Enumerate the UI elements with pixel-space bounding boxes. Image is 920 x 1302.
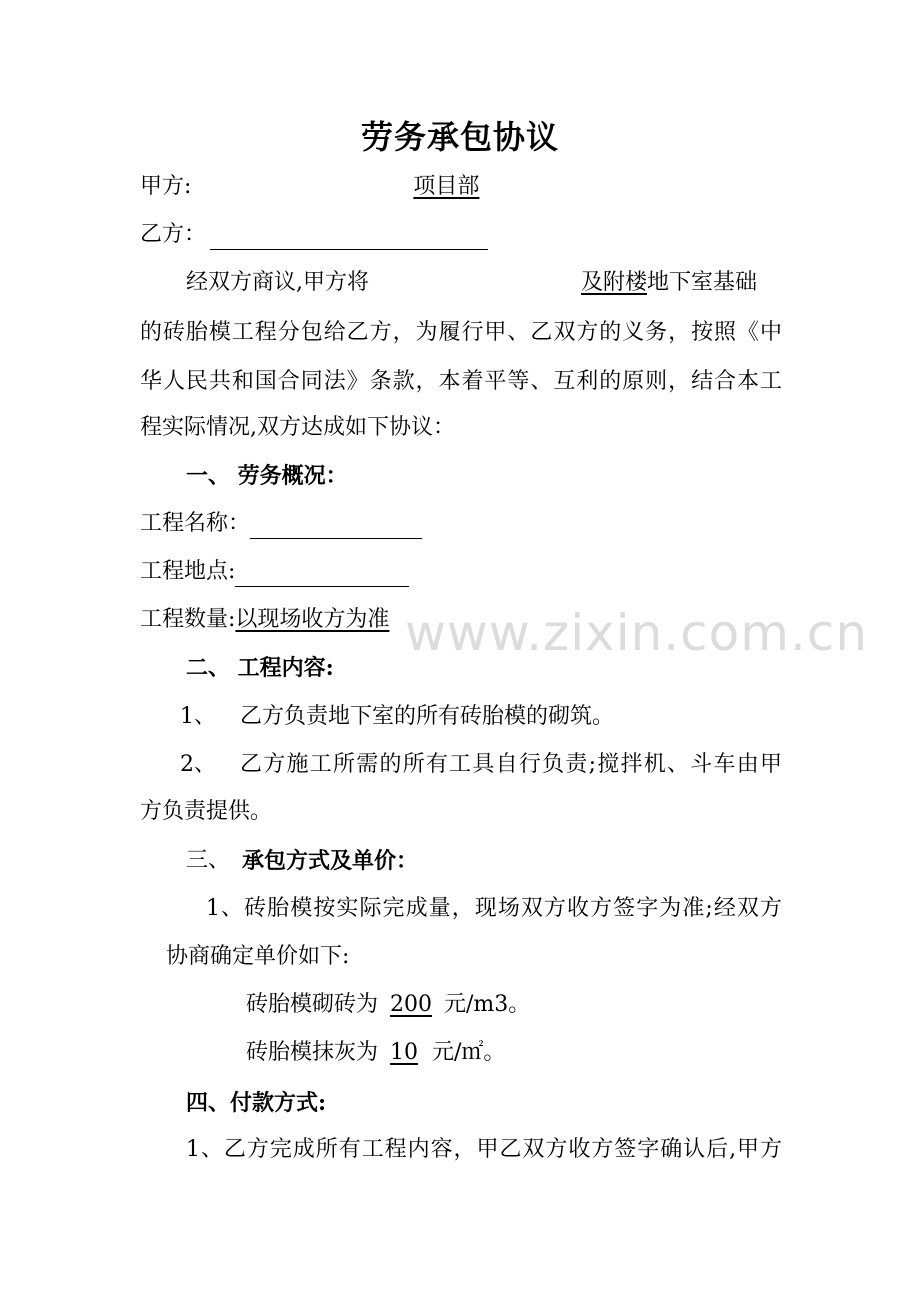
price-plaster-value: 10 bbox=[390, 1040, 419, 1065]
project-name-label: 工程名称： bbox=[140, 511, 251, 536]
price-plaster-label: 砖胎模抹灰为 bbox=[246, 1040, 379, 1065]
intro-line-1 bbox=[186, 268, 757, 298]
section-2-item-1-number: 1、 bbox=[180, 704, 216, 729]
price-brick-value: 200 bbox=[390, 992, 433, 1017]
party-b-label: 乙方： bbox=[140, 222, 207, 247]
project-location-blank bbox=[235, 562, 409, 587]
section-4-heading: 四、付款方式: bbox=[186, 1090, 327, 1116]
section-4-item-1-line-1: 1、乙方完成所有工程内容，甲乙双方收方签字确认后,甲方 bbox=[186, 1137, 782, 1162]
party-b-blank bbox=[210, 225, 488, 250]
intro-text-a: 经双方商议,甲方将 bbox=[186, 270, 369, 295]
watermark: www.zixin.com.cn bbox=[405, 604, 869, 662]
section-2-item-2-number: 2、 bbox=[180, 752, 216, 777]
project-quantity-label: 工程数量: bbox=[140, 607, 236, 632]
intro-line-2: 的砖胎模工程分包给乙方，为履行甲、乙双方的义务，按照《中 bbox=[140, 320, 782, 345]
price-brick-label: 砖胎模砌砖为 bbox=[246, 992, 379, 1017]
party-a-label: 甲方: bbox=[140, 174, 192, 199]
section-3-heading-number: 三、 bbox=[186, 848, 231, 873]
intro-line-3: 华人民共和国合同法》条款，本着平等、互利的原则，结合本工 bbox=[140, 369, 782, 394]
price-brick-unit: 元/m3。 bbox=[444, 992, 531, 1017]
price-plaster-unit: 元/㎡。 bbox=[432, 1040, 506, 1065]
intro-text-c: 地下室基础 bbox=[647, 270, 758, 295]
project-name-line bbox=[140, 509, 422, 539]
section-2-item-1: 乙方负责地下室的所有砖胎模的砌筑。 bbox=[240, 704, 615, 729]
project-quantity-line bbox=[140, 605, 401, 635]
price-brick-line bbox=[246, 990, 530, 1020]
project-location-label: 工程地点: bbox=[140, 559, 236, 584]
document-title: 劳务承包协议 bbox=[360, 118, 559, 156]
intro-line-4: 程实际情况,双方达成如下协议： bbox=[140, 415, 455, 440]
intro-underlined-project: 及附楼 bbox=[581, 270, 648, 295]
section-2-item-2-line-2: 方负责提供。 bbox=[140, 799, 273, 824]
project-quantity-value: 以现场收方为准 bbox=[235, 607, 390, 632]
party-b-line bbox=[140, 220, 488, 250]
project-location-line bbox=[140, 557, 409, 587]
party-a-line bbox=[140, 172, 487, 202]
section-3-item-1-line-1: 1、砖胎模按实际完成量，现场双方收方签字为准;经双方 bbox=[206, 896, 782, 921]
price-plaster-line bbox=[246, 1038, 505, 1068]
section-3-item-1-line-2: 协商确定单价如下: bbox=[166, 944, 350, 969]
section-2-item-2-line-1: 乙方施工所需的所有工具自行负责;搅拌机、斗车由甲 bbox=[240, 752, 782, 777]
project-name-blank bbox=[250, 514, 422, 539]
party-a-value: 项目部 bbox=[413, 174, 480, 199]
section-3-heading: 承包方式及单价： bbox=[242, 848, 419, 874]
section-2-heading: 二、 工程内容: bbox=[186, 655, 334, 681]
section-1-heading: 一、 劳务概况： bbox=[186, 463, 348, 489]
